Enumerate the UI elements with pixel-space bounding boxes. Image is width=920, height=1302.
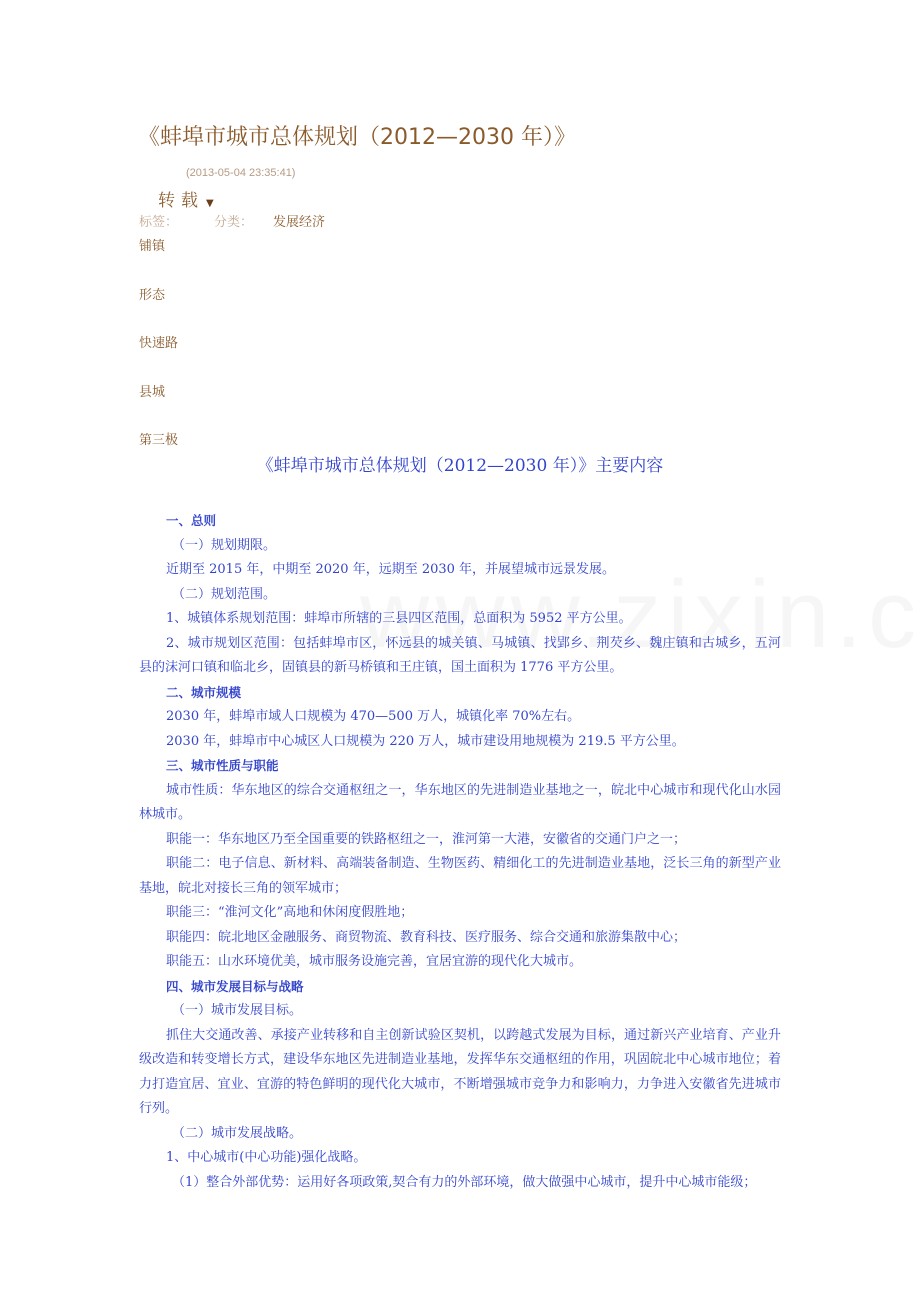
paragraph: 职能三：“淮河文化”高地和休闲度假胜地； — [166, 905, 414, 920]
section-heading: 二、城市规模 — [166, 684, 242, 700]
paragraph: 2030 年，蚌埠市域人口规模为 470—500 万人，城镇化率 70%左右。 — [166, 709, 581, 724]
post-meta — [139, 211, 325, 230]
document-body — [139, 509, 781, 1195]
subsection-heading: （一）城市发展目标。 — [172, 1003, 303, 1018]
tag-link[interactable]: 县城 — [139, 385, 166, 400]
subsection-heading: （二）规划范围。 — [172, 586, 277, 602]
paragraph: 近期至 2015 年，中期至 2020 年，远期至 2030 年，并展望城市远景发展。 — [166, 562, 616, 577]
paragraph: 2030 年，蚌埠市中心城区人口规模为 220 万人，城市建设用地规模为 219.5 平方公里。 — [166, 733, 685, 749]
paragraph: 职能四：皖北地区金融服务、商贸物流、教育科技、医疗服务、综合交通和旅游集散中心； — [166, 929, 687, 945]
document-heading: 《蚌埠市城市总体规划（2012—2030 年）》主要内容 — [256, 456, 664, 476]
paragraph: 抓住大交通改善、承接产业转移和自主创新试验区契机，以跨越式发展为目标，通过新兴产业培育、产业升级改造和转变增长方式，建设华东地区先进制造业基地，发挥华东交通枢纽的作用，巩固皖北中心城市地位；着力打造宜居、宜业、宜游的特色鲜明的现代化大城市，不断增强城市竞争力和影响力，力争进入安徽省先进城市行列。 — [139, 1027, 781, 1116]
paragraph: （1）整合外部优势：运用好各项政策,契合有力的外部环境，做大做强中心城市，提升中心城市能级； — [172, 1174, 757, 1190]
post-date: (2013-05-04 23:35:41) — [186, 167, 296, 179]
subsection-heading: （二）城市发展战略。 — [172, 1125, 303, 1141]
tag-link[interactable]: 形态 — [139, 288, 166, 303]
section-heading: 三、城市性质与职能 — [166, 758, 279, 773]
paragraph: 职能五：山水环境优美，城市服务设施完善，宜居宜游的现代化大城市。 — [166, 954, 583, 969]
category-label: 分类： — [214, 215, 254, 230]
tag-link[interactable]: 快速路 — [139, 336, 179, 351]
section-heading: 四、城市发展目标与战略 — [166, 978, 304, 994]
paragraph: 职能二：电子信息、新材料、高端装备制造、生物医药、精细化工的先进制造业基地，泛长三角的新型产业基地，皖北对接长三角的领军城市； — [139, 856, 781, 896]
subsection-heading: （一）规划期限。 — [172, 537, 277, 553]
section-heading: 一、总则 — [166, 513, 217, 528]
repost-label: 转载 — [158, 191, 204, 211]
repost-button[interactable] — [158, 186, 214, 211]
paragraph: 职能一：华东地区乃至全国重要的铁路枢纽之一，淮河第一大港，安徽省的交通门户之一； — [166, 831, 687, 847]
paragraph: 2、城市规划区范围：包括蚌埠市区，怀远县的城关镇、马城镇、找郢乡、荆芡乡、魏庄镇和古城乡，五河县的沫河口镇和临北乡，固镇县的新马桥镇和王庄镇，国土面积为 1776 平方公里。 — [139, 635, 781, 675]
category-link[interactable]: 发展经济 — [273, 215, 326, 230]
page-title: 《蚌埠市城市总体规划（2012—2030 年）》 — [138, 125, 576, 150]
chevron-down-icon[interactable]: ▼ — [206, 198, 214, 209]
paragraph: 城市性质：华东地区的综合交通枢纽之一，华东地区的先进制造业基地之一，皖北中心城市和现代化山水园林城市。 — [139, 782, 781, 822]
tags-label: 标签： — [139, 215, 179, 230]
tag-link[interactable]: 铺镇 — [139, 239, 166, 254]
tag-link[interactable]: 第三极 — [139, 433, 179, 448]
paragraph: 1、中心城市(中心功能)强化战略。 — [166, 1150, 367, 1165]
paragraph: 1、城镇体系规划范围：蚌埠市所辖的三县四区范围，总面积为 5952 平方公里。 — [166, 611, 632, 626]
